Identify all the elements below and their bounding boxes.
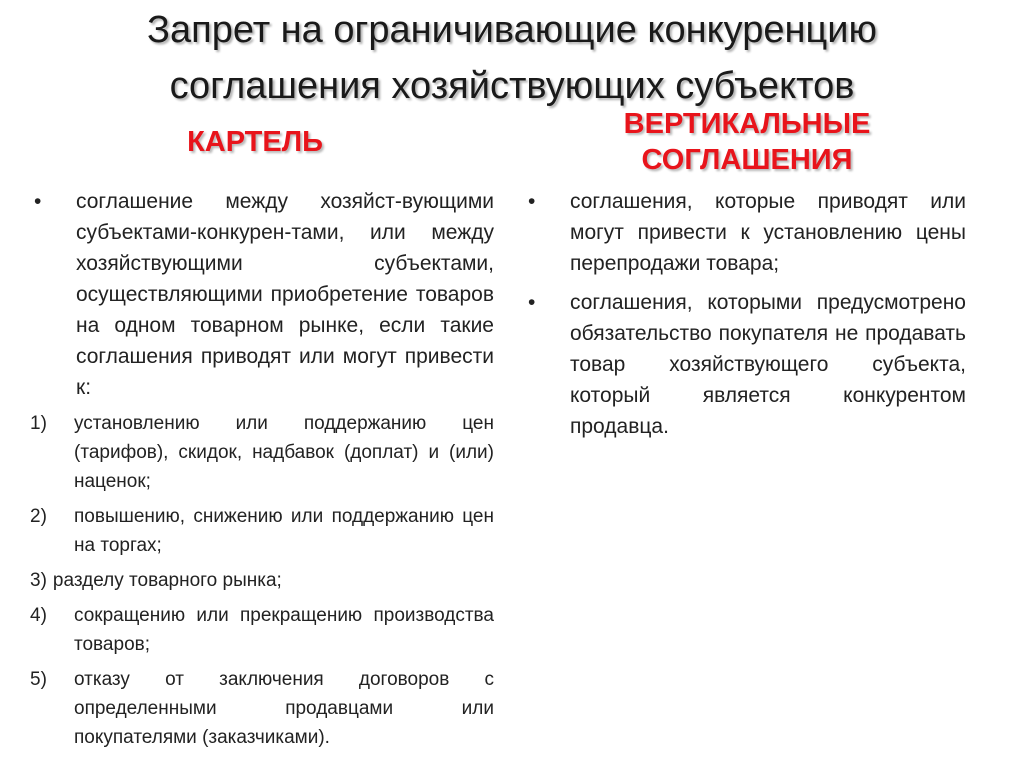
bullet-marker: • [34, 190, 42, 213]
item-text: повышению, снижению или поддержанию цен на торгах; [74, 506, 494, 556]
item-number: 5) [30, 669, 47, 690]
cartel-item-4 [30, 601, 494, 659]
bullet-marker: • [528, 190, 536, 213]
vertical-agreements-column [524, 186, 966, 450]
cartel-item-3 [30, 566, 494, 595]
cartel-definition-text: соглашение между хозяйст-вующими субъектами-конкурен-тами, или между хозяйствующими субъектами, осуществляющими приобретение товаров на одном товарном рынке, если такие соглашения приводят или могут привести к: [76, 190, 494, 399]
vertical-heading-line-2: СОГЛАШЕНИЯ [641, 144, 853, 176]
cartel-item-1 [30, 409, 494, 496]
cartel-column [30, 186, 494, 752]
item-text: сокращению или прекращению производства товаров; [74, 605, 494, 655]
slide-title [0, 2, 1024, 114]
vertical-bullet-2 [524, 287, 966, 442]
cartel-heading [60, 124, 450, 160]
item-number: 1) [30, 413, 47, 434]
cartel-item-5 [30, 665, 494, 752]
item-number: 2) [30, 506, 47, 527]
slide-title-line-2: соглашения хозяйствующих субъектов [169, 65, 855, 107]
vertical-bullet-1-text: соглашения, которые приводят или могут привести к установлению цены перепродажи товара; [570, 190, 966, 275]
item-text: разделу товарного рынка; [52, 570, 282, 591]
vertical-heading-line-1: ВЕРТИКАЛЬНЫЕ [623, 108, 871, 140]
slide-title-line-1: Запрет на ограничивающие конкуренцию [147, 9, 877, 51]
bullet-marker: • [528, 291, 536, 314]
cartel-heading-text: КАРТЕЛЬ [187, 126, 323, 158]
vertical-agreements-heading [552, 106, 942, 178]
vertical-bullet-1 [524, 186, 966, 279]
cartel-item-2 [30, 502, 494, 560]
cartel-definition-bullet [30, 186, 494, 403]
item-text: установлению или поддержанию цен (тарифов), скидок, надбавок (доплат) и (или) наценок; [74, 413, 494, 492]
vertical-bullet-2-text: соглашения, которыми предусмотрено обязательство покупателя не продавать товар хозяйствующего субъекта, который является конкурентом продавца. [570, 291, 966, 438]
item-number: 4) [30, 605, 47, 626]
item-number: 3) [30, 570, 47, 591]
item-text: отказу от заключения договоров с определенными продавцами или покупателями (заказчиками). [74, 669, 494, 748]
